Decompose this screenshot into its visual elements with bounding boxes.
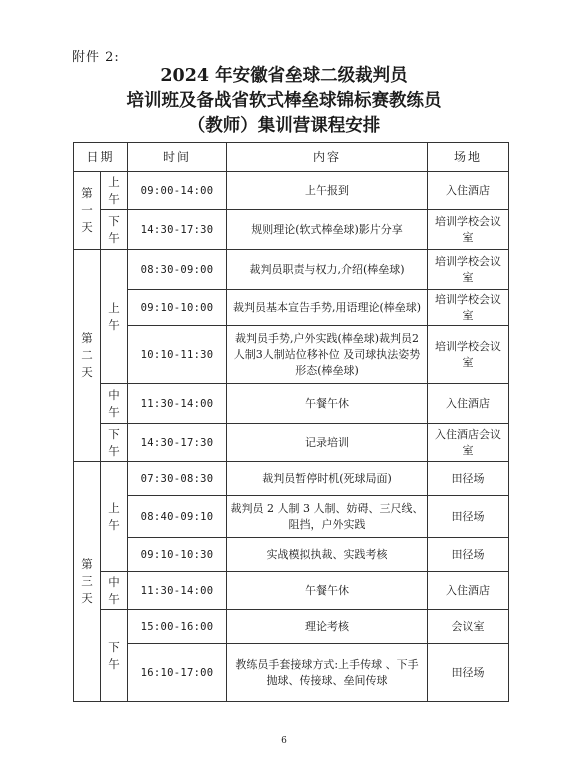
- title-line-1: 2024 年安徽省垒球二级裁判员: [160, 66, 408, 86]
- time-cell: 16:10-17:00: [128, 644, 227, 702]
- day-1-cell: 第 一 天: [74, 172, 101, 250]
- time-cell: 09:10-10:00: [128, 290, 227, 326]
- header-content: 内容: [227, 143, 428, 172]
- place-cell: 培训学校会议室: [428, 210, 509, 250]
- table-row: [74, 250, 509, 290]
- content-cell: 裁判员 2 人制 3 人制、妨碍、三尺线、阻挡，户外实践: [227, 496, 428, 538]
- content-cell: 上午报到: [227, 172, 428, 210]
- place-cell: 入住酒店会议室: [428, 424, 509, 462]
- content-cell: 教练员手套接球方式:上手传球 、下手抛球、传接球、垒间传球: [227, 644, 428, 702]
- header-time: 时间: [128, 143, 227, 172]
- time-cell: 10:10-11:30: [128, 326, 227, 384]
- table-row: [74, 538, 509, 572]
- time-cell: 08:30-09:00: [128, 250, 227, 290]
- segment-pm: 下 午: [101, 424, 128, 462]
- segment-noon: 中 午: [101, 572, 128, 610]
- segment-pm: 下 午: [101, 610, 128, 702]
- table-row: [74, 424, 509, 462]
- place-cell: 培训学校会议室: [428, 290, 509, 326]
- place-cell: 田径场: [428, 496, 509, 538]
- content-cell: 午餐午休: [227, 384, 428, 424]
- place-cell: 田径场: [428, 462, 509, 496]
- table-row: [74, 210, 509, 250]
- content-cell: 记录培训: [227, 424, 428, 462]
- content-cell: 裁判员暂停时机(死球局面): [227, 462, 428, 496]
- table-row: [74, 290, 509, 326]
- place-cell: 田径场: [428, 644, 509, 702]
- time-cell: 14:30-17:30: [128, 210, 227, 250]
- time-cell: 08:40-09:10: [128, 496, 227, 538]
- table-row: [74, 496, 509, 538]
- header-place: 场地: [428, 143, 509, 172]
- time-cell: 09:10-10:30: [128, 538, 227, 572]
- table-row: [74, 384, 509, 424]
- title-line-2: 培训班及备战省软式棒垒球锦标赛教练员: [126, 91, 442, 111]
- schedule-table: [73, 142, 509, 702]
- content-cell: 实战模拟执裁、实践考核: [227, 538, 428, 572]
- time-cell: 11:30-14:00: [128, 572, 227, 610]
- content-cell: 裁判员基本宣告手势,用语理论(棒垒球): [227, 290, 428, 326]
- day-3-cell: 第 三 天: [74, 462, 101, 702]
- time-cell: 15:00-16:00: [128, 610, 227, 644]
- segment-am: 上 午: [101, 172, 128, 210]
- table-row: [74, 572, 509, 610]
- time-cell: 07:30-08:30: [128, 462, 227, 496]
- table-row: [74, 462, 509, 496]
- time-cell: 11:30-14:00: [128, 384, 227, 424]
- title-line-3: （教师）集训营课程安排: [187, 116, 381, 136]
- segment-am: 上 午: [101, 462, 128, 572]
- header-date: 日期: [74, 143, 128, 172]
- table-header-row: [74, 143, 509, 172]
- page-number: 6: [281, 736, 287, 746]
- place-cell: 入住酒店: [428, 572, 509, 610]
- segment-am: 上 午: [101, 250, 128, 384]
- place-cell: 培训学校会议室: [428, 250, 509, 290]
- table-row: [74, 644, 509, 702]
- table-row: [74, 610, 509, 644]
- time-cell: 14:30-17:30: [128, 424, 227, 462]
- document-title: [0, 64, 568, 139]
- time-cell: 09:00-14:00: [128, 172, 227, 210]
- content-cell: 午餐午休: [227, 572, 428, 610]
- table-row: [74, 172, 509, 210]
- day-2-cell: 第 二 天: [74, 250, 101, 462]
- place-cell: 入住酒店: [428, 172, 509, 210]
- place-cell: 会议室: [428, 610, 509, 644]
- content-cell: 规则理论(软式棒垒球)影片分享: [227, 210, 428, 250]
- segment-noon: 中 午: [101, 384, 128, 424]
- place-cell: 入住酒店: [428, 384, 509, 424]
- content-cell: 裁判员职责与权力,介绍(棒垒球): [227, 250, 428, 290]
- place-cell: 田径场: [428, 538, 509, 572]
- table-row: [74, 326, 509, 384]
- content-cell: 裁判员手势,户外实践(棒垒球)裁判员2人制3人制站位移补位 及司球执法姿势形态(棒垒球): [227, 326, 428, 384]
- content-cell: 理论考核: [227, 610, 428, 644]
- place-cell: 培训学校会议室: [428, 326, 509, 384]
- segment-pm: 下 午: [101, 210, 128, 250]
- attachment-label: 附件 2:: [72, 50, 120, 65]
